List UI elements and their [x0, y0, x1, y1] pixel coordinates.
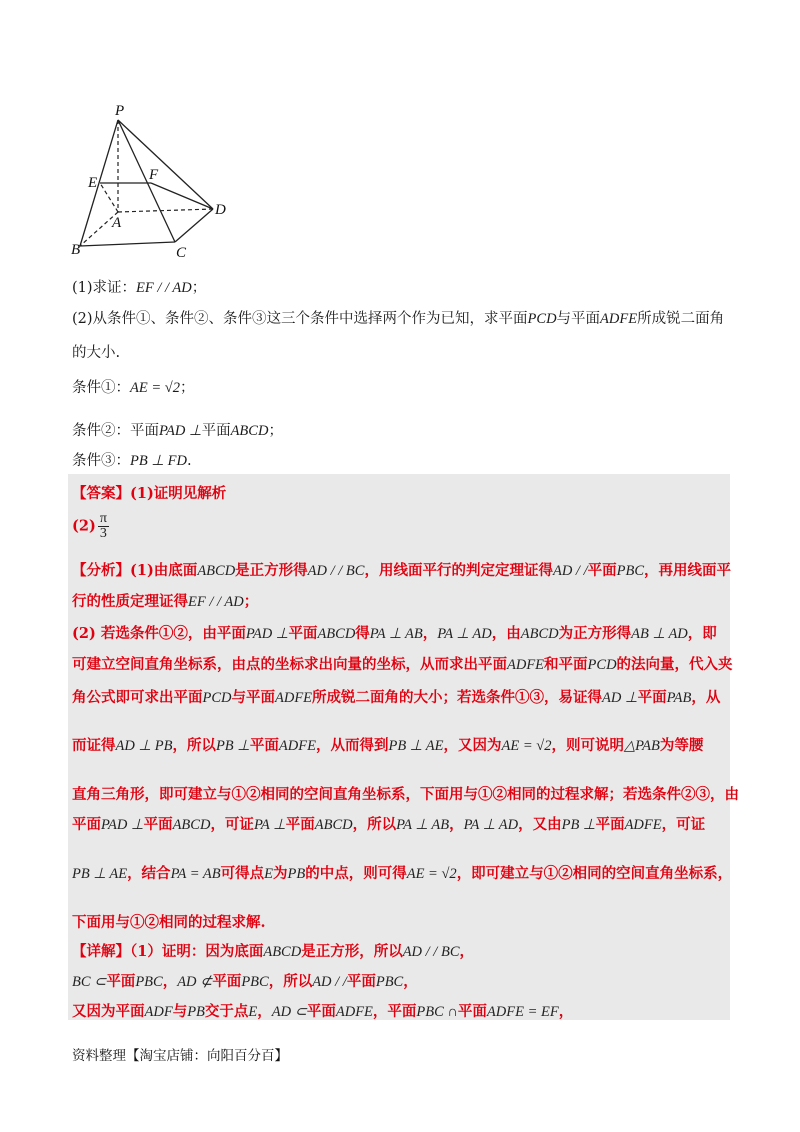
analysis-text-9-10: ，即可建立与①②相同的空间直角坐标系，	[456, 865, 733, 882]
cond3-end: .	[186, 453, 192, 469]
analysis-text-4-5: 的法向量，代入夹	[616, 656, 733, 673]
edge-PD	[118, 120, 213, 209]
question-1	[72, 276, 206, 297]
analysis-text-8-3: 平面	[143, 816, 173, 833]
cond2-mid: 平面	[201, 423, 231, 439]
detail-math-3-6: E	[248, 1004, 258, 1020]
cond2-label: 条件②：平面	[72, 423, 159, 439]
analysis-line-1	[72, 559, 731, 580]
detail-math-2-1: BC ⊂	[72, 974, 107, 990]
analysis-text-9-8: 的中点，则可得	[305, 865, 407, 882]
analysis-line-9	[72, 862, 732, 883]
analysis-math-3-4: ABCD	[317, 626, 356, 642]
analysis-math-1-4: AD / / BC	[307, 563, 365, 579]
analysis-math-3-12: AB ⊥ AD	[631, 626, 688, 642]
analysis-text-6-11: ，则可说明	[551, 737, 624, 754]
answer-fraction	[98, 512, 109, 541]
analysis-math-6-12: △PAB	[624, 738, 660, 754]
analysis-math-4-2: ADFE	[507, 657, 545, 673]
cond1-end: ；	[179, 380, 195, 396]
analysis-math-8-14: PB ⊥	[561, 817, 596, 833]
analysis-text-6-5: 平面	[249, 737, 279, 754]
footer-note: 资料整理【淘宝店铺：向阳百分百】	[72, 1048, 288, 1064]
analysis-text-6-13: 为等腰	[659, 737, 704, 754]
question-2-line2	[72, 341, 120, 362]
cond1-label: 条件①：	[72, 380, 130, 396]
pyramid-figure	[68, 96, 243, 261]
question-2	[72, 307, 724, 328]
detail-text-2-12: ，	[403, 973, 418, 990]
analysis-text-6-7: ，从而得到	[315, 737, 389, 754]
analysis-line-10	[72, 911, 266, 932]
analysis-text-5-7: 平面	[637, 689, 667, 706]
detail-text-3-5: 交于点	[204, 1003, 249, 1020]
answer-line-1	[72, 482, 226, 503]
detail-line-1	[72, 940, 474, 961]
answer-line-2	[72, 512, 109, 541]
label-B: B	[71, 242, 81, 258]
detail-text-3-11: ，平面	[372, 1003, 417, 1020]
detail-text-3-3: 与	[172, 1003, 188, 1020]
analysis-text-7-1: 直角三角形，即可建立与①②相同的空间直角坐标系，下面用与①②相同的过程求解；若选条件②③，由	[72, 786, 739, 803]
analysis-math-5-8: PAB	[666, 690, 692, 706]
analysis-text-3-5: 得	[355, 625, 370, 642]
q2-mid: 与平面	[556, 311, 601, 327]
analysis-text-6-9: ，又因为	[443, 737, 502, 754]
detail-math-2-11: PBC	[375, 974, 404, 990]
analysis-math-6-10: AE = √2	[501, 738, 552, 754]
detail-text-1-5: ，	[459, 943, 474, 960]
analysis-math-5-2: PCD	[202, 690, 232, 706]
analysis-text-5-3: 与平面	[231, 689, 275, 706]
analysis-text-1-1: 【分析】(1)由底面	[72, 562, 198, 579]
detail-math-3-8: AD ⊂	[271, 1004, 307, 1020]
analysis-math-9-9: AE = √2	[406, 866, 457, 882]
q2-line2: 的大小.	[72, 345, 121, 361]
answer-label: 【答案】	[72, 485, 130, 502]
analysis-math-5-4: ADFE	[275, 690, 313, 706]
analysis-text-8-9: ，所以	[352, 816, 397, 833]
analysis-math-9-5: E	[264, 866, 273, 882]
detail-text-3-1: 又因为平面	[72, 1003, 145, 1020]
analysis-line-4	[72, 653, 733, 674]
edge-BC	[80, 242, 175, 246]
detail-math-3-10: ADFE	[335, 1004, 373, 1020]
condition-3	[72, 449, 192, 470]
q1-suffix: ；	[191, 280, 207, 296]
detail-math-3-4: PB	[187, 1004, 205, 1020]
detail-math-3-2: ADF	[144, 1004, 173, 1020]
detail-line-2	[72, 970, 418, 991]
analysis-text-3-3: 平面	[288, 625, 318, 642]
q2-text: (2)从条件①、条件②、条件③这三个条件中选择两个作为已知，求平面	[72, 311, 528, 327]
label-E: E	[88, 175, 98, 191]
analysis-text-9-2: ，结合	[127, 865, 171, 882]
analysis-math-3-10: ABCD	[520, 626, 559, 642]
analysis-math-6-4: PB ⊥	[215, 738, 250, 754]
cond3-math: PB ⊥ FD	[130, 453, 187, 469]
cond2-end: ；	[268, 423, 283, 439]
cond2-math1: PAD ⊥	[159, 423, 202, 439]
analysis-text-1-9: ，再用线面平	[644, 562, 731, 579]
label-A: A	[112, 215, 122, 231]
analysis-text-3-9: ，由	[491, 625, 521, 642]
analysis-math-4-4: PCD	[587, 657, 617, 673]
analysis-math-8-6: PA ⊥	[253, 817, 286, 833]
analysis-math-8-16: ADFE	[624, 817, 662, 833]
analysis-math-1-2: ABCD	[197, 563, 236, 579]
q2-end: 所成锐二面角	[637, 311, 725, 327]
analysis-line-3	[72, 622, 717, 643]
analysis-math-8-2: PAD ⊥	[101, 817, 144, 833]
analysis-text-3-13: ，即	[687, 625, 717, 642]
analysis-text-6-1: 而证得	[72, 737, 116, 754]
detail-text-3-9: 平面	[306, 1003, 336, 1020]
analysis-text-8-17: ，可证	[661, 816, 706, 833]
analysis-text-1-7: 平面	[587, 562, 617, 579]
analysis-text-3-1: (2) 若选条件①②，由平面	[72, 625, 246, 642]
analysis-text-4-3: 和平面	[544, 656, 588, 673]
detail-math-3-12: PBC ∩	[416, 1004, 458, 1020]
detail-text-1-3: 是正方形，所以	[301, 943, 403, 960]
fraction-numerator: π	[99, 511, 107, 526]
analysis-math-9-7: PB	[287, 866, 306, 882]
analysis-text-3-11: 为正方形得	[558, 625, 632, 642]
answer-part1: (1)证明见解析	[130, 485, 227, 502]
analysis-text-8-15: 平面	[595, 816, 625, 833]
detail-text-3-7: ，	[257, 1003, 272, 1020]
analysis-text-3-7: ，	[422, 625, 438, 642]
analysis-text-8-5: ，可证	[210, 816, 254, 833]
analysis-text-6-3: ，所以	[172, 737, 216, 754]
analysis-text-1-3: 是正方形得	[235, 562, 308, 579]
edge-AD	[118, 209, 213, 212]
analysis-math-9-3: PA = AB	[170, 866, 221, 882]
cond2-math2: ABCD	[230, 423, 269, 439]
detail-text-1-1: 【详解】（1）证明：因为底面	[72, 943, 264, 960]
analysis-text-8-7: 平面	[285, 816, 315, 833]
analysis-math-6-8: PB ⊥ AE	[388, 738, 444, 754]
q1-math: EF / / AD	[136, 280, 192, 296]
analysis-math-5-6: AD ⊥	[602, 690, 638, 706]
condition-2	[72, 419, 283, 440]
analysis-math-8-4: ABCD	[172, 817, 211, 833]
detail-text-2-10: 平面	[346, 973, 376, 990]
q1-prefix: (1)求证：	[72, 280, 137, 296]
analysis-line-6	[72, 734, 703, 755]
analysis-math-1-6: AD / /	[552, 563, 588, 579]
q2-math-pcd: PCD	[527, 311, 557, 327]
detail-text-3-15: ，	[558, 1003, 574, 1020]
analysis-math-2-2: EF / / AD	[188, 594, 244, 610]
detail-text-2-4: ，	[162, 973, 178, 990]
detail-text-3-13: 平面	[457, 1003, 487, 1020]
analysis-text-2-3: ；	[243, 593, 259, 610]
detail-math-3-14: ADFE = EF	[486, 1004, 559, 1020]
analysis-line-8	[72, 813, 705, 834]
detail-text-2-8: ，所以	[268, 973, 313, 990]
pyramid-diagram	[68, 96, 243, 261]
cond1-math: AE = √2	[130, 380, 180, 396]
analysis-line-2	[72, 590, 258, 611]
analysis-text-9-4: 可得点	[220, 865, 265, 882]
detail-text-2-2: 平面	[106, 973, 136, 990]
analysis-text-1-5: ，用线面平行的判定定理证得	[364, 562, 553, 579]
edge-CD	[175, 209, 213, 242]
detail-math-2-5: AD ⊄	[177, 974, 213, 990]
analysis-math-9-1: PB ⊥ AE	[72, 866, 128, 882]
analysis-text-5-5: 所成锐二面角的大小；若选条件①③，易证得	[312, 689, 603, 706]
answer-part2-prefix: (2)	[72, 517, 96, 535]
analysis-math-8-10: PA ⊥ AB	[396, 817, 450, 833]
analysis-text-8-13: ，又由	[518, 816, 562, 833]
analysis-math-3-6: PA ⊥ AB	[369, 626, 423, 642]
analysis-line-7	[72, 783, 739, 804]
analysis-text-9-6: 为	[273, 865, 288, 882]
detail-math-1-2: ABCD	[263, 944, 302, 960]
analysis-math-8-12: PA ⊥ AD	[463, 817, 519, 833]
analysis-math-3-8: PA ⊥ AD	[437, 626, 492, 642]
analysis-text-2-1: 行的性质定理证得	[72, 593, 188, 610]
detail-math-1-4: AD / / BC	[402, 944, 460, 960]
detail-line-3	[72, 1000, 573, 1021]
analysis-text-5-1: 角公式即可求出平面	[72, 689, 203, 706]
analysis-text-8-1: 平面	[72, 816, 101, 833]
analysis-text-8-11: ，	[449, 816, 464, 833]
detail-math-2-9: AD / /	[312, 974, 347, 990]
fraction-denominator: 3	[99, 526, 107, 541]
label-P: P	[115, 103, 125, 119]
condition-1	[72, 376, 194, 397]
label-C: C	[176, 245, 187, 261]
analysis-math-6-2: AD ⊥ PB	[115, 738, 173, 754]
label-D: D	[215, 202, 226, 218]
detail-math-2-7: PBC	[241, 974, 269, 990]
detail-math-2-3: PBC	[135, 974, 163, 990]
edge-PC	[118, 120, 175, 242]
analysis-text-10-1: 下面用与①②相同的过程求解.	[72, 914, 266, 931]
analysis-math-1-8: PBC	[616, 563, 644, 579]
label-F: F	[149, 167, 159, 183]
detail-text-2-6: 平面	[212, 973, 242, 990]
analysis-math-8-8: ABCD	[314, 817, 353, 833]
analysis-text-5-9: ，从	[691, 689, 721, 706]
analysis-math-3-2: PAD ⊥	[245, 626, 289, 642]
cond3-label: 条件③：	[72, 453, 130, 469]
analysis-line-5	[72, 686, 720, 707]
analysis-text-4-1: 可建立空间直角坐标系，由点的坐标求出向量的坐标，从而求出平面	[72, 656, 507, 673]
edge-FD	[151, 183, 213, 209]
analysis-math-6-6: ADFE	[278, 738, 316, 754]
q2-math-adfe: ADFE	[600, 311, 638, 327]
edge-AE	[100, 183, 118, 212]
